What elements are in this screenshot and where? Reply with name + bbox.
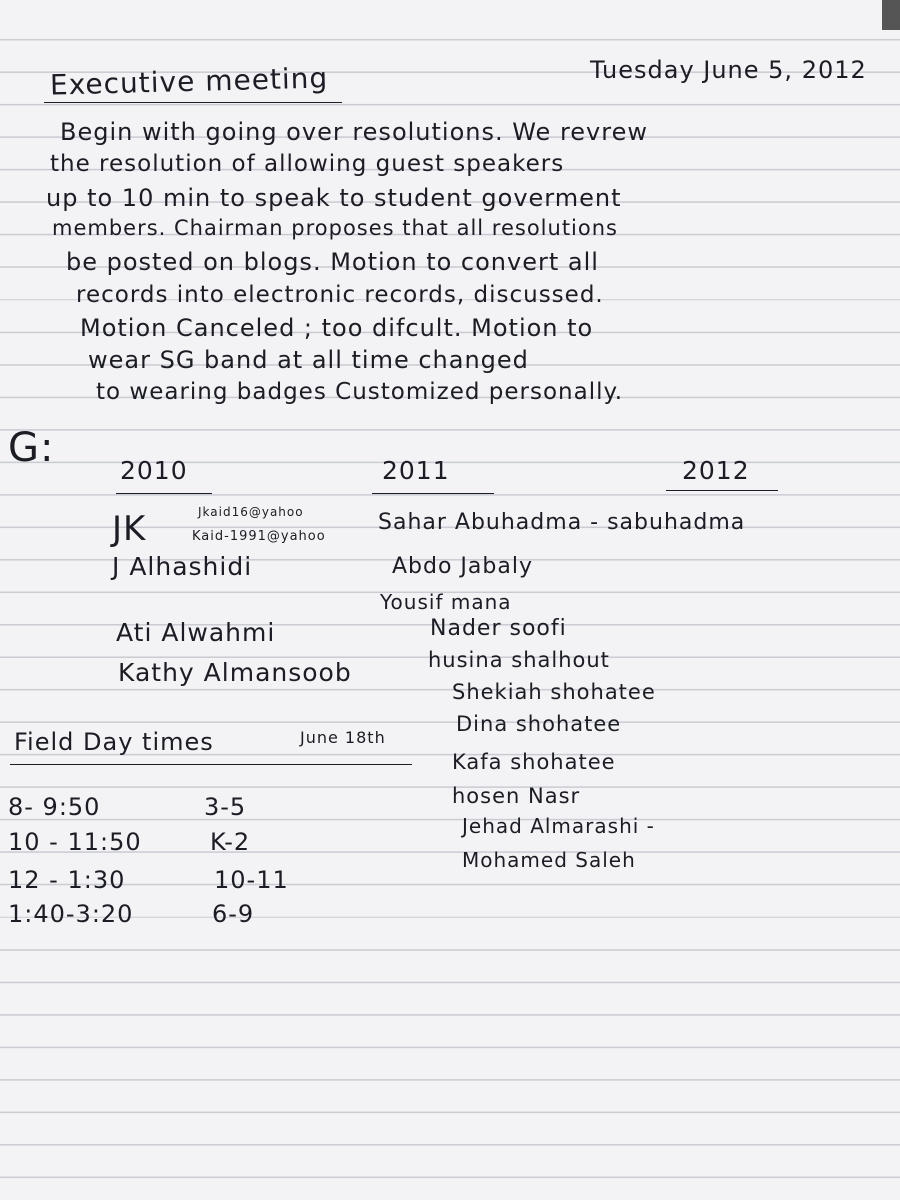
field-day-date: June 18th — [300, 728, 386, 747]
notes-line: to wearing badges Customized personally. — [96, 379, 624, 405]
schedule-time: 12 - 1:30 — [8, 866, 126, 894]
member-email: Kaid-1991@yahoo — [192, 529, 326, 544]
year-underline — [116, 493, 212, 494]
title-underline — [44, 102, 342, 103]
schedule-grade: 6-9 — [212, 900, 255, 928]
year-heading-2012: 2012 — [682, 456, 750, 485]
schedule-grade: 10-11 — [214, 866, 289, 894]
member-name-2010: Kathy Almansoob — [118, 658, 352, 687]
notes-line: the resolution of allowing guest speakers — [50, 151, 565, 177]
notes-line: Begin with going over resolutions. We revrew — [60, 118, 648, 146]
field-day-title: Field Day times — [14, 728, 214, 756]
notes-line: members. Chairman proposes that all resolutions — [52, 216, 618, 240]
member-name-2011: Shekiah shohatee — [452, 680, 656, 704]
section-label: G: — [8, 425, 55, 471]
member-name-2011: Abdo Jabaly — [392, 554, 533, 579]
field-day-underline — [10, 764, 412, 765]
meeting-date: Tuesday June 5, 2012 — [590, 56, 867, 84]
schedule-time: 8- 9:50 — [8, 793, 101, 821]
member-name-2011: Jehad Almarashi - — [462, 814, 655, 838]
notes-line: up to 10 min to speak to student goverment — [46, 184, 622, 212]
notes-line: records into electronic records, discussed. — [76, 282, 604, 308]
page-corner — [882, 0, 900, 30]
member-name-2011: husina shalhout — [428, 648, 610, 672]
member-name-2011: Dina shohatee — [456, 712, 622, 736]
member-initials: JK — [112, 509, 147, 549]
member-name-2011: hosen Nasr — [452, 784, 581, 808]
schedule-time: 10 - 11:50 — [8, 828, 142, 856]
member-name-2011: Sahar Abuhadma - sabuhadma — [378, 510, 746, 535]
year-underline — [372, 493, 494, 494]
schedule-grade: K-2 — [210, 828, 251, 856]
member-name-2011: Kafa shohatee — [452, 750, 616, 774]
schedule-grade: 3-5 — [204, 793, 247, 821]
notes-line: wear SG band at all time changed — [88, 346, 529, 374]
member-name-2011: Yousif mana — [380, 590, 512, 614]
year-heading-2011: 2011 — [382, 456, 450, 485]
member-name-2011: Nader soofi — [430, 616, 567, 641]
notes-line: Motion Canceled ; too difcult. Motion to — [80, 314, 594, 342]
year-underline — [666, 490, 778, 491]
schedule-time: 1:40-3:20 — [8, 900, 134, 928]
page-title: Executive meeting — [49, 61, 329, 102]
notes-line: be posted on blogs. Motion to convert all — [66, 248, 599, 276]
member-name-2010: Ati Alwahmi — [116, 618, 276, 647]
year-heading-2010: 2010 — [120, 456, 188, 485]
member-name-2010: J Alhashidi — [112, 552, 253, 581]
member-email: Jkaid16@yahoo — [198, 505, 304, 519]
member-name-2011: Mohamed Saleh — [462, 848, 636, 872]
